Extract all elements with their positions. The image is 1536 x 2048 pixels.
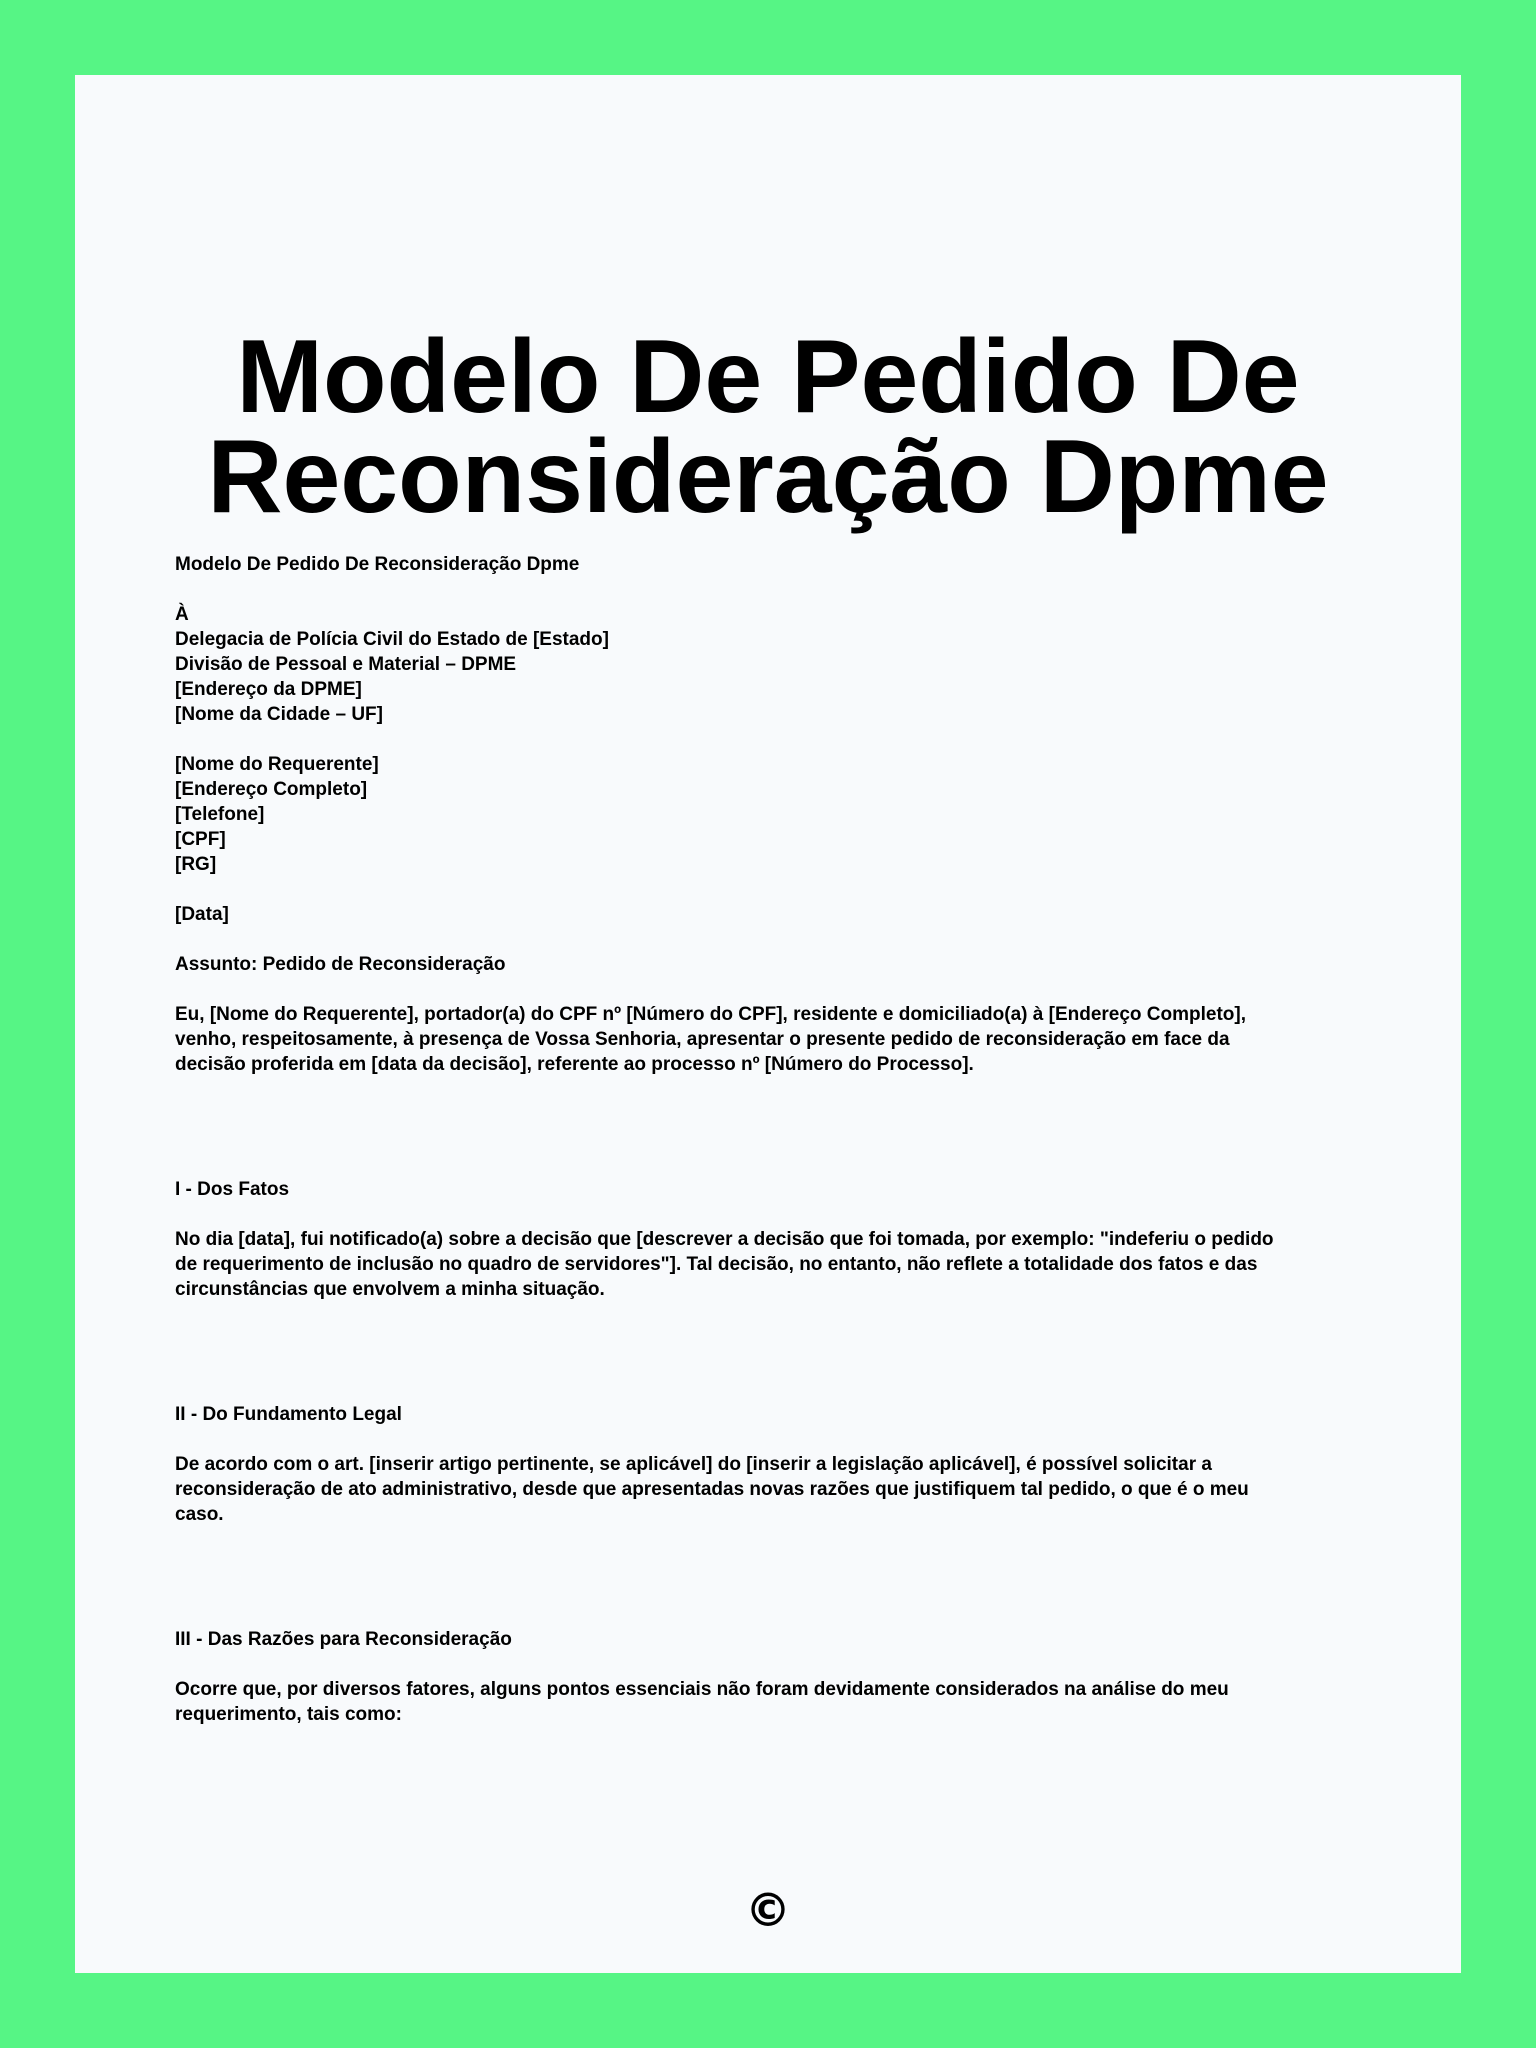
addressee-block [175, 602, 1275, 727]
section-paragraph: No dia [data], fui notificado(a) sobre a decisão que [descrever a decisão que foi tomada, por exemplo: "indeferiu o pedido de requerimento de inclusão no quadro de servidores"]. Tal decisão, no entanto, não reflete a totalidade dos fatos e das circunstâncias que envolvem a minha situação. [175, 1229, 1274, 1300]
requester-line: [Telefone] [175, 804, 265, 825]
subject-line: Assunto: Pedido de Reconsideração [175, 954, 506, 975]
requester-line: [Nome do Requerente] [175, 754, 379, 775]
requester-line: [RG] [175, 854, 217, 875]
page-title-line-1: Modelo De Pedido De [236, 319, 1300, 435]
section-heading: I - Dos Fatos [175, 1179, 290, 1200]
addressee-line: [Endereço da DPME] [175, 679, 362, 700]
copyright-icon: © [745, 1883, 791, 1937]
addressee-line: [Nome da Cidade – UF] [175, 704, 383, 725]
date-line: [Data] [175, 904, 229, 925]
section-heading: III - Das Razões para Reconsideração [175, 1629, 512, 1650]
document-heading: Modelo De Pedido De Reconsideração Dpme [175, 554, 580, 575]
section-heading: II - Do Fundamento Legal [175, 1404, 402, 1425]
page-title [75, 319, 1461, 535]
page-title-line-2: Reconsideração Dpme [207, 419, 1329, 535]
document-body [175, 552, 1275, 1727]
requester-block [175, 752, 1275, 877]
addressee-line: À [175, 604, 189, 625]
intro-paragraph: Eu, [Nome do Requerente], portador(a) do CPF nº [Número do CPF], residente e domiciliado(a) à [Endereço Completo], venho, respeitosamente, à presença de Vossa Senhoria, apresentar o presente pedido de reconsideração em face da decisão proferida em [data da decisão], referente ao processo nº [Número do Processo]. [175, 1004, 1247, 1075]
addressee-line: Divisão de Pessoal e Material – DPME [175, 654, 517, 675]
requester-line: [Endereço Completo] [175, 779, 368, 800]
section-paragraph: De acordo com o art. [inserir artigo pertinente, se aplicável] do [inserir a legislação aplicável], é possível solicitar a reconsideração de ato administrativo, desde que apresentadas novas razões que justifiquem tal pedido, o que é o meu caso. [175, 1454, 1249, 1525]
addressee-line: Delegacia de Polícia Civil do Estado de [Estado] [175, 629, 609, 650]
requester-line: [CPF] [175, 829, 226, 850]
section-paragraph: Ocorre que, por diversos fatores, alguns pontos essenciais não foram devidamente considerados na análise do meu requerimento, tais como: [175, 1679, 1229, 1725]
